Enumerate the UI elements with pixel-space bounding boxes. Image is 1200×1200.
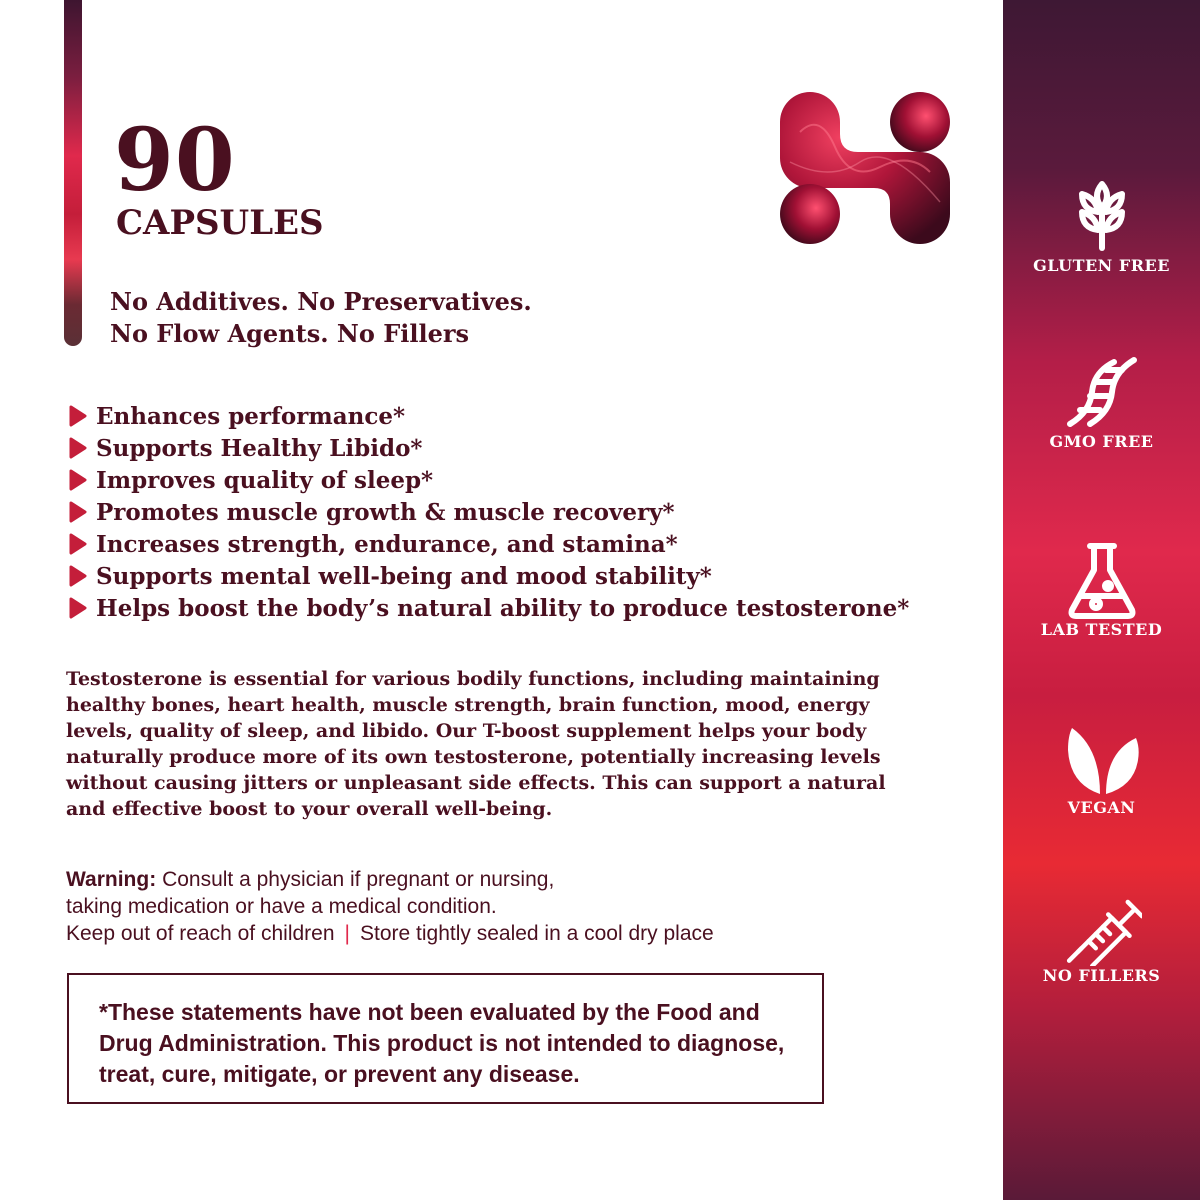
benefit-text: Improves quality of sleep* (96, 466, 434, 494)
benefit-item (68, 528, 909, 560)
badge-gluten-free (1003, 176, 1200, 275)
badge-label: NO FILLERS (1042, 966, 1161, 985)
benefit-text: Supports mental well-being and mood stability* (96, 562, 712, 590)
badge-sidebar (1003, 0, 1200, 1200)
storage-text: Store tightly sealed in a cool dry place (359, 922, 714, 945)
benefit-text: Helps boost the body’s natural ability to produce testosterone* (96, 594, 910, 622)
claim-line: No Additives. No Preservatives. (110, 287, 532, 316)
bullet-arrow-icon (68, 437, 96, 459)
bullet-arrow-icon (68, 565, 96, 587)
capsule-count: 90 (114, 110, 236, 211)
badge-lab-tested (1003, 540, 1200, 639)
bullet-arrow-icon (68, 533, 96, 555)
badge-gmo-free (1003, 352, 1200, 451)
brand-logo (780, 92, 950, 244)
benefit-item (68, 400, 909, 432)
benefit-text: Supports Healthy Libido* (96, 434, 423, 462)
claim-line: No Flow Agents. No Fillers (110, 319, 470, 348)
badge-label: LAB TESTED (1040, 620, 1163, 639)
accent-bar (64, 0, 82, 346)
separator: | (344, 922, 350, 945)
bullet-arrow-icon (68, 501, 96, 523)
dna-icon (1062, 352, 1142, 432)
flask-icon (1062, 540, 1142, 620)
storage-text: Keep out of reach of children (66, 922, 335, 945)
benefit-text: Increases strength, endurance, and stamina* (96, 530, 678, 558)
warning-text: taking medication or have a medical condition. (66, 895, 497, 918)
benefit-item (68, 432, 909, 464)
warning-title: Warning: (66, 868, 157, 891)
bullet-arrow-icon (68, 405, 96, 427)
bullet-arrow-icon (68, 597, 96, 619)
benefit-item (68, 592, 909, 624)
benefits-list (68, 400, 909, 624)
benefit-item (68, 560, 909, 592)
product-description: Testosterone is essential for various bodily functions, including maintaining healthy bones, heart health, muscle strength, brain function, mood, energy levels, quality of sleep, and libido. Our T-boost supplement helps your body naturally produce more of its own testosterone, potentially increasing levels without causing jitters or unpleasant side effects. This can support a natural and effective boost to your overall well-being. (66, 668, 886, 820)
benefit-text: Promotes muscle growth & muscle recovery* (96, 498, 675, 526)
benefit-item (68, 464, 909, 496)
warning-text: Consult a physician if pregnant or nursing, (162, 868, 555, 891)
badge-label: VEGAN (1067, 798, 1136, 817)
capsule-unit: CAPSULES (116, 203, 324, 243)
no-additives-claims (110, 286, 532, 350)
warning-block (66, 866, 926, 947)
benefit-item (68, 496, 909, 528)
bullet-arrow-icon (68, 469, 96, 491)
leaf-icon (1062, 718, 1142, 798)
badge-label: GLUTEN FREE (1033, 256, 1170, 275)
benefit-text: Enhances performance* (96, 402, 406, 430)
badge-no-fillers (1003, 886, 1200, 985)
syringe-icon (1062, 886, 1142, 966)
badge-vegan (1003, 718, 1200, 817)
fda-disclaimer: *These statements have not been evaluated by the Food and Drug Administration. This product is not intended to diagnose, treat, cure, mitigate, or prevent any disease. (67, 973, 824, 1104)
badge-label: GMO FREE (1049, 432, 1154, 451)
wheat-icon (1062, 176, 1142, 256)
